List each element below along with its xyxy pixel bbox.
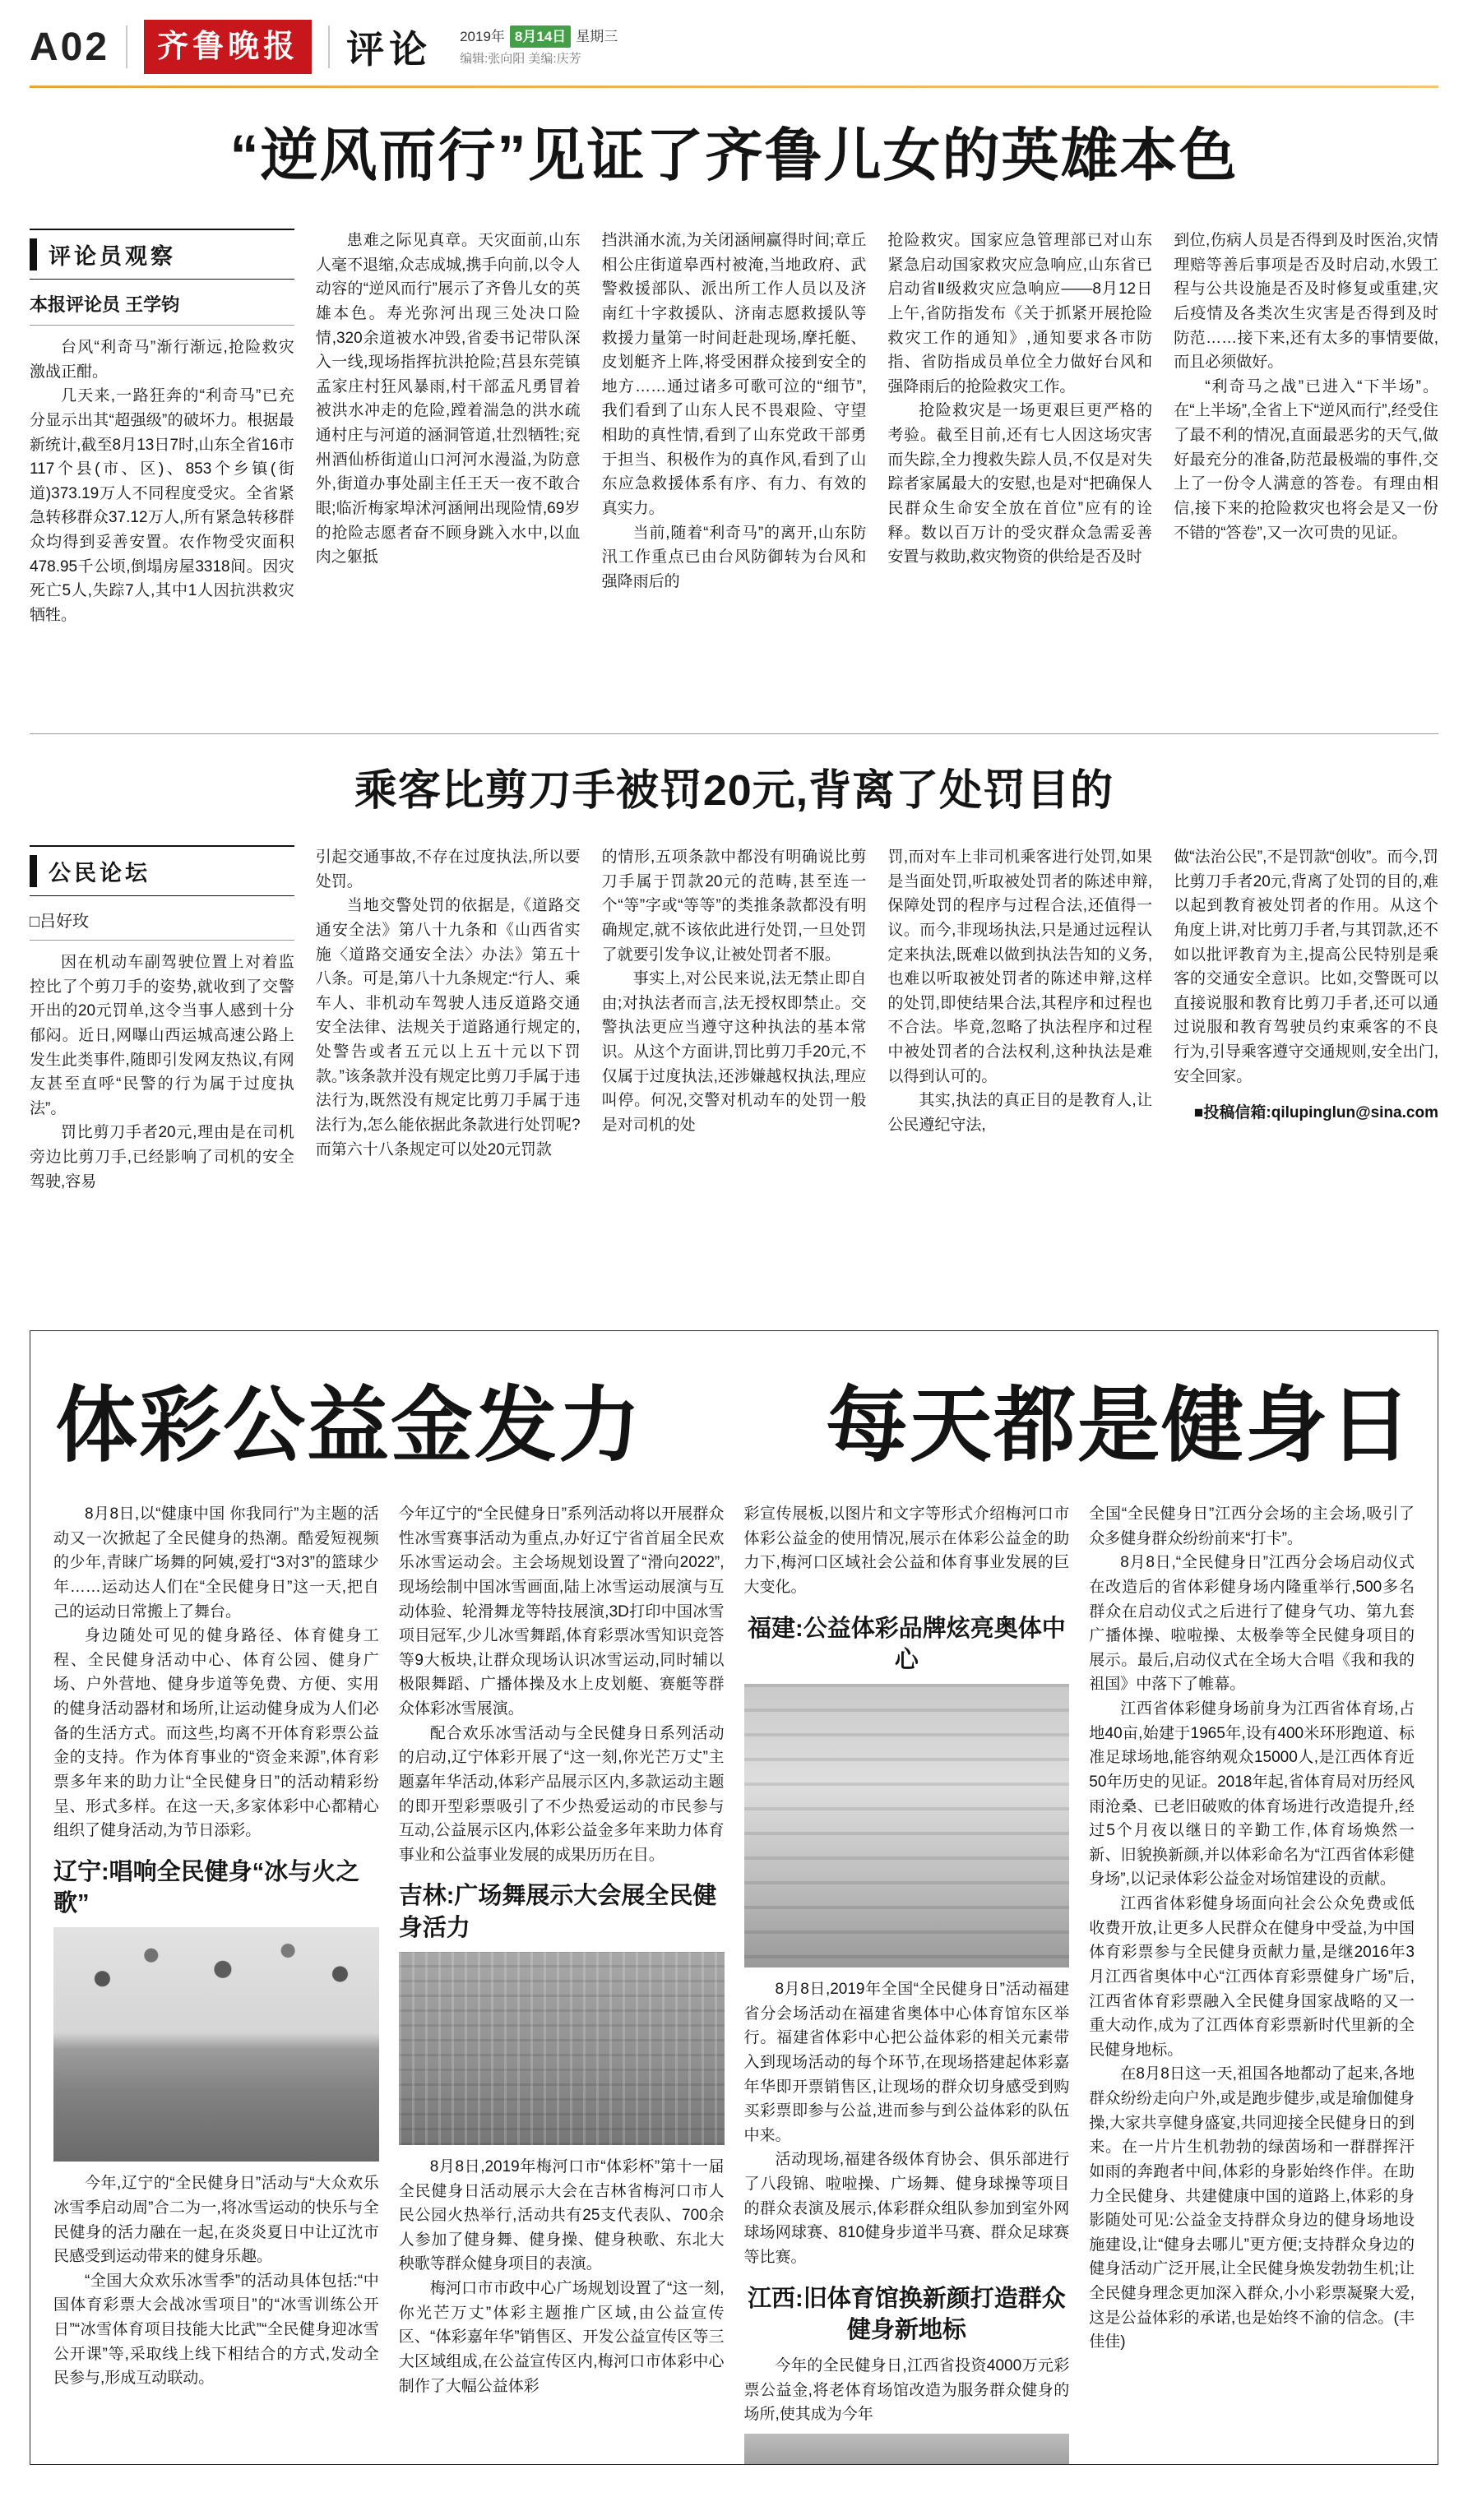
feature-text: [744, 1502, 1070, 1600]
article2-col-5: [1174, 845, 1438, 1306]
date-block: [460, 25, 618, 69]
paragraph: 几天来,一路狂奔的“利奇马”已充分显示出其“超强级”的破坏力。根据最新统计,截至8月13日7时,山东全省16市117个县(市、区)、853个乡镇(街道)373.19万人不同程度受灾。全省紧急转移群众37.12万人,所有紧急转移群众均得到妥善安置。农作物受灾面积478.95千公顷,倒塌房屋3318间。因灾死亡5人,失踪7人,其中1人因抗洪救灾牺牲。: [30, 387, 294, 624]
feature-text: [399, 1502, 725, 1867]
paragraph: 罚,而对车上非司机乘客进行处罚,如果是当面处罚,听取被处罚者的陈述申辩,保障处罚的程序与过程合法,还值得一议。而今,非现场执法,只是通过远程认定来执法,既难以做到执法告知的义务,也难以听取被处罚者的陈述申辩,这样的处罚,即使结果合法,其程序和过程也不合法。毕竟,忽略了执法程序和过程中被处罚者的合法权利,这种执法是难以得到认可的。: [887, 848, 1153, 1085]
paragraph: 今年,辽宁的“全民健身日”活动与“大众欢乐冰雪季启动周”合二为一,将冰雪运动的快乐与全民健身的活力融在一起,在炎炎夏日中让辽沈市民感受到运动带来的健身乐趣。: [53, 2175, 379, 2266]
paragraph: 因在机动车副驾驶位置上对着监控比了个剪刀手的姿势,就收到了交警开出的20元罚单,这令当事人感到十分郁闷。近日,网曝山西运城高速公路上发生此类事件,随即引发网友热议,有网友甚至直呼“民警的行为属于过度执法”。: [30, 954, 294, 1117]
article1-col-2: [316, 229, 581, 722]
paragraph: “全国大众欢乐冰雪季”的活动具体包括:“中国体育彩票大会战冰雪项目”的“冰雪训练公开日”“冰雪体育项目技能大比武”“全民健身迎冰雪公开课”等,采取线上线下相结合的方式,发动全民参与,形成互动联动。: [53, 2272, 379, 2388]
paragraph: 当地交警处罚的依据是,《道路交通安全法》第八十九条和《山西省实施〈道路交通安全法〉办法》第五十八条。可是,第八十九条规定:“行人、乘车人、非机动车驾驶人违反道路交通安全法律、法规关于道路通行规定的,处警告或者五元以上五十元以下罚款。”该条款并没有规定比剪刀手属于违法行为,既然没有规定比剪刀手属于违法行为,怎么能依据此条款进行处罚呢?而第六十八条规定可以处20元罚款: [315, 897, 581, 1158]
article2-col-1: [30, 845, 294, 1306]
photo-liaoning-event: [53, 1927, 379, 2162]
section-title: 评论: [346, 28, 433, 71]
header-divider: [126, 25, 127, 68]
feature-columns: [53, 1502, 1415, 2465]
subheading-jilin: 吉林:广场舞展示大会展全民健身活力: [398, 1883, 717, 1941]
date-badge: 8月14日: [510, 25, 571, 49]
masthead-logo: 齐鲁晚报: [144, 20, 312, 74]
column-label: 公民论坛: [30, 855, 294, 887]
article2-col-2: [316, 845, 581, 1306]
column-label: 评论员观察: [30, 238, 294, 270]
paragraph: 全国“全民健身日”江西分会场的主会场,吸引了众多健身群众纷纷前来“打卡”。: [1089, 1505, 1415, 1547]
feature-section: [30, 1330, 1438, 2465]
page-header: [30, 0, 1438, 86]
paragraph: 梅河口市市政中心广场规划设置了“这一刻,你光芒万丈”体彩主题推广区域,由公益宣传区、“体彩嘉年华”销售区、开发公益宣传区等三大区域组成,在公益宣传区内,梅河口市体彩中心制作了大幅公益体彩: [398, 2280, 725, 2395]
paragraph: 身边随处可见的健身路径、体育健身工程、全民健身活动中心、体育公园、健身广场、户外营地、健身步道等免费、方便、实用的健身活动器材和场所,让运动健身成为人们必备的生活方式。而这些,均离不开体育彩票公益金的支持。作为体育事业的“资金来源”,体育彩票多年来的助力让“全民健身日”的活动精彩纷呈、形式多样。在这一天,多家体彩中心都精心组织了健身活动,为节日添彩。: [53, 1627, 379, 1840]
photo-jilin-event: [399, 1952, 725, 2145]
paragraph: 当前,随着“利奇马”的离开,山东防汛工作重点已由台风防御转为台风和强降雨后的: [601, 524, 867, 590]
feature-col-1: [53, 1502, 379, 2465]
article2: [30, 845, 1438, 1306]
paragraph: 8月8日,2019年全国“全民健身日”活动福建省分会场活动在福建省奥体中心体育馆东区举行。福建省体彩中心把公益体彩的相关元素带入到现场活动的每个环节,在现场搭建起体彩嘉年华即开票销售区,让现场的群众切身感受到购买彩票即参与公益,进而参与到公益体彩的队伍中来。: [743, 1981, 1070, 2144]
paragraph: 8月8日,“全民健身日”江西分会场启动仪式在改造后的省体彩健身场内隆重举行,500多名群众在启动仪式之后进行了健身气功、第九套广播体操、啦啦操、太极拳等全民健身项目的展示。最后,启动仪式在全场大合唱《我和我的祖国》中落下了帷幕。: [1089, 1554, 1415, 1694]
paragraph: 活动现场,福建各级体育协会、俱乐部进行了八段锦、啦啦操、广场舞、健身球操等项目的群众表演及展示,体彩群众组队参加到室外网球场网球赛、810健身步道半马赛、群众足球赛等比赛。: [743, 2151, 1070, 2266]
subheading-liaoning: 辽宁:唱响全民健身“冰与火之歌”: [53, 1858, 360, 1917]
feature-col-2: [399, 1502, 725, 2465]
header-divider: [328, 25, 330, 68]
article1-col-5: [1174, 229, 1438, 722]
paragraph: 8月8日,2019年梅河口市“体彩杯”第十一届全民健身日活动展示大会在吉林省梅河口市人民公园火热举行,活动共有25支代表队、700余人参加了健身舞、健身操、健身秧歌、东北大秧歌等群众健身项目的表演。: [398, 2157, 725, 2273]
subheading-fujian: 福建:公益体彩品牌炫亮奥体中心: [748, 1615, 1066, 1673]
column-text: [30, 335, 294, 628]
paragraph: 事实上,对公民来说,法无禁止即自由;对执法者而言,法无授权即禁止。交警执法更应当遵守这种执法的基本常识。从这个方面讲,罚比剪刀手20元,不仅属于过度执法,还涉嫌越权执法,理应叫停。何况,交警对机动车的处罚一般是对司机的处: [601, 970, 867, 1134]
paragraph: 其实,执法的真正目的是教育人,让公民遵纪守法,: [887, 1092, 1153, 1134]
feature-title-left: 体彩公益金发力: [55, 1380, 642, 1472]
date-weekday: 星期三: [576, 28, 618, 44]
byline: □吕好玫: [30, 904, 294, 941]
column-text: [30, 950, 294, 1194]
column-label-box: [30, 229, 294, 280]
paragraph: 做“法治公民”,不是罚款“创收”。而今,罚比剪刀手者20元,背离了处罚的目的,难以起到教育被处罚者的作用。从这个角度上讲,对比剪刀手者,与其罚款,还不如以批评教育为主,提高公民特别是乘客的交通安全意识。比如,交警既可以直接说服和教育比剪刀手者,还可以通过说服和教育驾驶员约束乘客的不良行为,引导乘客遵守交通规则,安全出门,安全回家。: [1174, 848, 1438, 1085]
paragraph: 在8月8日这一天,祖国各地都动了起来,各地群众纷纷走向户外,或是跑步健步,或是瑜伽健身操,大家共享健身盛宴,共同迎接全民健身日的到来。在一片片生机勃勃的绿茵场和一群群挥汗如雨的奔跑者中间,体彩的身影始终作伴。在助力全民健身、共建健康中国的道路上,体彩的身影随处可见:公益金支持群众身边的健身场地设施建设,让“健身去哪儿”更方便;支持群众身边的健身活动广泛开展,让全民健身焕发勃勃生机;让全民健身理念更加深入群众,小小彩票凝聚大爱,这是公益体彩的承诺,也是始终不渝的信念。(丰佳佳): [1089, 2065, 1415, 2351]
paragraph: 挡洪涌水流,为关闭涵闸赢得时间;章丘相公庄街道皋西村被淹,当地政府、武警救援部队、派出所工作人员以及济南红十字救援队、济南志愿救援队等救援力量第一时间赶赴现场,摩托艇、皮划艇齐上阵,将受困群众接到安全的地方……通过诸多可歌可泣的“细节”,我们看到了山东人民不畏艰险、守望相助的真性情,看到了山东党政干部勇于担当、积极作为的真作风,看到了山东应急救援体系有序、有力、有效的真实力。: [601, 232, 867, 517]
paragraph: 今年辽宁的“全民健身日”系列活动将以开展群众性冰雪赛事活动为重点,办好辽宁省首届全民欢乐冰雪运动会。主会场规划设置了“滑向2022”,现场绘制中国冰雪画面,陆上冰雪运动展演与互动体验、轮滑舞龙等特技展演,3D打印中国冰雪项目冠军,少儿冰雪舞蹈,体育彩票冰雪知识竞答等9大板块,让群众现场认识冰雪运动,同时辅以极限舞蹈、广播体操及水上皮划艇、赛艇等群众体彩冰雪展演。: [398, 1505, 725, 1718]
article1-headline: “逆风而行”见证了齐鲁儿女的英雄本色: [229, 123, 1239, 187]
article2-col-3: [602, 845, 867, 1306]
paragraph: 到位,伤病人员是否得到及时医治,灾情理赔等善后事项是否及时启动,水毁工程与公共设施是否及时修复或重建,灾后疫情及各类次生灾害是否得到及时防范……接下来,还有太多的事情要做,而且必须做好。: [1174, 232, 1438, 372]
column-label-box: [30, 845, 294, 896]
submission-mailbox: ■投稿信箱:qilupinglun@sina.com: [1193, 1104, 1438, 1122]
editors-line: 编辑:张向阳 美编:庆芳: [460, 52, 581, 66]
paragraph: 8月8日,以“健康中国 你我同行”为主题的活动又一次掀起了全民健身的热潮。酷爱短视频的少年,青睐广场舞的阿姨,爱打“3对3”的篮球少年……运动达人们在“全民健身日”这一天,把自己的运动日常搬上了舞台。: [53, 1505, 379, 1621]
article2-col-4: [887, 845, 1152, 1306]
page-number: A02: [30, 25, 110, 69]
paragraph: 台风“利奇马”渐行渐远,抢险救灾激战正酣。: [30, 339, 294, 381]
feature-title: [55, 1359, 1413, 1477]
header-left: [30, 20, 618, 74]
feature-text: [399, 2155, 725, 2398]
paragraph: 江西省体彩健身场前身为江西省体育场,占地40亩,始建于1965年,设有400米环形跑道、标准足球场地,能容纳观众15000人,是江西体育近50年历史的见证。2018年起,省体育局对历经风雨沧桑、已老旧破败的体育场进行改造提升,经过5个月夜以继日的辛勤工作,体育场焕然一新、旧貌换新颜,并以体彩命名为“江西省体彩健身场”,以记录体彩公益金对场馆建设的贡献。: [1089, 1700, 1415, 1889]
paragraph: 江西省体彩健身场面向社会公众免费或低收费开放,让更多人民群众在健身中受益,为中国体育彩票参与全民健身贡献力量,是继2016年3月江西省奥体中心“江西体育彩票健身广场”后,江西省体育彩票融入全民健身国家战略的又一重大动作,成为了江西体育彩票新时代里新的全民健身地标。: [1089, 1895, 1415, 2059]
paragraph: 抢险救灾是一场更艰巨更严格的考验。截至目前,还有七人因这场灾害而失踪,全力搜救失踪人员,不仅是对失踪者家属最大的安慰,也是对“把确保人民群众生命安全放在首位”应有的诠释。数以百万计的受灾群众急需妥善安置与救助,救灾物资的供给是否及时: [887, 402, 1153, 566]
article2-headline: 乘客比剪刀手被罚20元,背离了处罚目的: [354, 767, 1114, 815]
paragraph: 罚比剪刀手者20元,理由是在司机旁边比剪刀手,已经影响了司机的安全驾驶,容易: [30, 1124, 294, 1191]
photo-jiangxi-event: [744, 2434, 1070, 2465]
byline: 本报评论员 王学钧: [30, 288, 294, 326]
paragraph: 配合欢乐冰雪活动与全民健身日系列活动的启动,辽宁体彩开展了“这一刻,你光芒万丈”主题嘉年华活动,体彩产品展示区内,多款运动主题的即开型彩票吸引了不少热爱运动的市民参与互动,公益展示区内,体彩公益金多年来助力体育事业和公益事业发展的成果历历在目。: [398, 1724, 725, 1864]
feature-text: [53, 2171, 379, 2391]
feature-text: [744, 1977, 1070, 2270]
date-line: [460, 25, 618, 49]
paragraph: 今年的全民健身日,江西省投资4000万元彩票公益金,将老体育场馆改造为服务群众健身的场所,使其成为今年: [743, 2357, 1070, 2424]
paragraph: 引起交通事故,不存在过度执法,所以要处罚。: [315, 848, 581, 890]
date-year: 2019年: [460, 28, 505, 44]
subheading-jiangxi: 江西:旧体育馆换新颜打造群众健身新地标: [748, 2285, 1066, 2343]
feature-text: [744, 2354, 1070, 2427]
article1: [30, 229, 1438, 722]
column-text: [1174, 845, 1438, 1089]
header-rule: [30, 86, 1438, 88]
article-divider: [30, 733, 1438, 734]
feature-col-4: [1089, 1502, 1415, 2465]
paragraph: 的情形,五项条款中都没有明确说比剪刀手属于罚款20元的范畴,甚至连一个“等”字或“等等”的类推条款都没有明确规定,就不该依此进行处罚,一旦处罚了就要引发争议,让被处罚者不服。: [601, 848, 867, 964]
article1-col-3: [602, 229, 867, 722]
article1-col-1: [30, 229, 294, 722]
feature-title-right: 每天都是健身日: [826, 1380, 1413, 1472]
paragraph: 抢险救灾。国家应急管理部已对山东紧急启动国家救灾应急响应,山东省已启动省Ⅱ级救灾应急响应——8月12日上午,省防指发布《关于抓紧开展抢险救灾工作的通知》,通知要求各市防指、省防指成员单位全力做好台风和强降雨后的抢险救灾工作。: [887, 232, 1153, 395]
feature-col-3: [744, 1502, 1070, 2465]
paragraph: 彩宣传展板,以图片和文字等形式介绍梅河口市体彩公益金的使用情况,展示在体彩公益金的助力下,梅河口区域社会公益和体育事业发展的巨大变化。: [743, 1505, 1070, 1596]
article1-col-4: [887, 229, 1152, 722]
feature-intro: [53, 1502, 379, 1843]
paragraph: “利奇马之战”已进入“下半场”。在“上半场”,全省上下“逆风而行”,经受住了最不利的情况,直面最恶劣的天气,做好最充分的准备,防范最极端的事件,交上了一份令人满意的答卷。有理由相信,接下来的抢险救灾也将会是又一份不错的“答卷”,又一次可贵的见证。: [1174, 377, 1438, 542]
paragraph: 患难之际见真章。天灾面前,山东人毫不退缩,众志成城,携手向前,以令人动容的“逆风而行”展示了齐鲁儿女的英雄本色。寿光弥河出现三处决口险情,320余道被水冲毁,省委书记带队深入一线,现场指挥抗洪抢险;莒县东莞镇孟家庄村狂风暴雨,村干部孟凡勇冒着被洪水冲走的危险,蹚着湍急的洪水疏通村庄与河道的涵洞管道,壮烈牺牲;兖州酒仙桥街道山口河河水漫溢,为防意外,街道办事处副主任王天一夜不敢合眼;临沂梅家埠沭河涵闸出现险情,69岁的抢险志愿者奋不顾身跳入水中,以血肉之躯抵: [315, 232, 581, 566]
photo-fujian-venue: [744, 1684, 1070, 1967]
